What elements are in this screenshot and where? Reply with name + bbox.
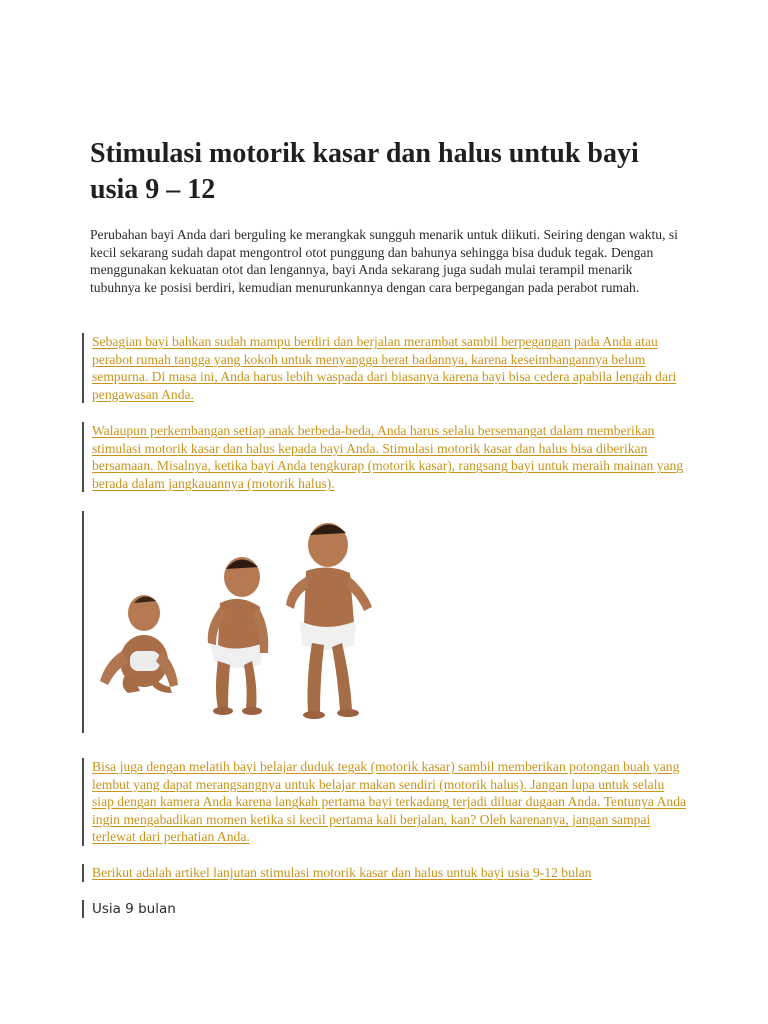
standing-upright-baby-figure bbox=[286, 523, 372, 719]
crawling-baby-figure bbox=[100, 595, 178, 693]
blockquote-3 bbox=[82, 758, 688, 846]
next-article-age-link[interactable]: -12 bulan bbox=[539, 865, 592, 880]
image-blockquote bbox=[82, 511, 392, 733]
babies-progression-image bbox=[92, 511, 376, 735]
blockquote-1 bbox=[82, 333, 688, 403]
page-title: Stimulasi motorik kasar dan halus untuk bayi usia 9 – 12 bbox=[90, 138, 639, 205]
section-heading-block bbox=[82, 900, 292, 918]
blockquote-4 bbox=[82, 864, 688, 882]
next-article-age-prefix: 9 bbox=[532, 865, 540, 880]
section-heading: Usia 9 bulan bbox=[92, 901, 176, 917]
quote-link-1[interactable]: Sebagian bayi bahkan sudah mampu berdiri dan berjalan merambat sambil berpegangan pada Anda atau perabot rumah tangga yang kokoh untuk menyangga berat badannya, karena keseimbangannya belum sempurna. Di masa ini, Anda harus lebih waspada dari biasanya karena bayi bisa cedera apabila lengah dari pengawasan Anda. bbox=[92, 334, 677, 402]
blockquote-2 bbox=[82, 422, 688, 492]
standing-bent-baby-figure bbox=[208, 557, 269, 715]
intro-paragraph: Perubahan bayi Anda dari berguling ke merangkak sungguh menarik untuk diikuti. Seiring dengan waktu, si kecil sekarang sudah dapat mengontrol otot punggung dan bahunya sehingga bisa duduk tegak. Dengan menggunakan kekuatan otot dan lengannya, bayi Anda sekarang juga sudah mulai terampil menarik tubuhnya ke posisi berdiri, kemudian menurunkannya dengan cara berpegangan pada perabot rumah. bbox=[90, 227, 678, 295]
quote-link-3[interactable]: Bisa juga dengan melatih bayi belajar duduk tegak (motorik kasar) sambil memberikan potongan buah yang lembut yang dapat merangsangnya untuk belajar makan sendiri (motorik halus). Jangan lupa untuk selalu siap dengan kamera Anda karena langkah pertama bayi terkadang terjadi diluar dugaan Anda. Tentunya Anda ingin mengabadikan momen ketika si kecil pertama kali berjalan, kan? Oleh karenanya, jangan sampai terlewat dari perhatian Anda. bbox=[92, 759, 687, 845]
next-article-link[interactable]: Berikut adalah artikel lanjutan stimulasi motorik kasar dan halus untuk bayi usia bbox=[92, 865, 533, 880]
quote-link-2[interactable]: Walaupun perkembangan setiap anak berbeda-beda, Anda harus selalu bersemangat dalam memberikan stimulasi motorik kasar dan halus kepada bayi Anda. Stimulasi motorik kasar dan halus bisa diberikan bersamaan. Misalnya, ketika bayi Anda tengkurap (motorik kasar), rangsang bayi untuk meraih mainan yang berada dalam jangkauannya (motorik halus). bbox=[92, 423, 684, 491]
